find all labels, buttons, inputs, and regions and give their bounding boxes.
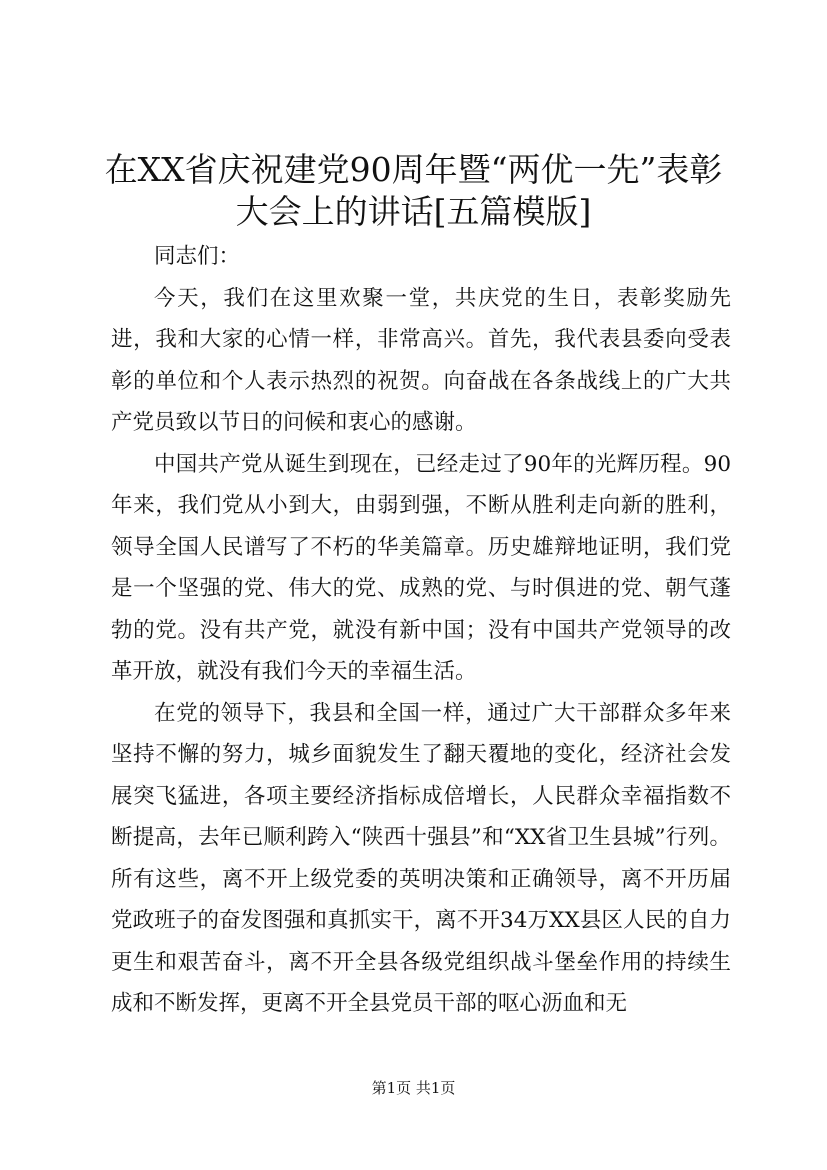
greeting: 同志们： <box>154 244 241 269</box>
document-title-line-2: 大会上的讲话[五篇模版] <box>235 192 592 231</box>
document-title-line-1: 在XX省庆祝建党90周年暨“两优一先”表彰 <box>104 150 723 189</box>
paragraph-1: 今天，我们在这里欢聚一堂，共庆党的生日，表彰奖励先进，我和大家的心情一样，非常高兴。首先，我代表县委向受表彰的单位和个人表示热烈的祝贺。向奋战在各条战线上的广大共产党员致以节日的问候和衷心的感谢。 <box>111 285 731 435</box>
page-footer: 第1页 共1页 <box>371 1079 456 1097</box>
paragraph-3: 在党的领导下，我县和全国一样，通过广大干部群众多年来坚持不懈的努力，城乡面貌发生了翻天覆地的变化，经济社会发展突飞猛进，各项主要经济指标成倍增长，人民群众幸福指数不断提高，去年已顺利跨入“陕西十强县”和“XX省卫生县城”行列。所有这些，离不开上级党委的英明决策和正确领导，离不开历届党政班子的奋发图强和真抓实干，离不开34万XX县区人民的自力更生和艰苦奋斗，离不开全县各级党组织战斗堡垒作用的持续生成和不断发挥，更离不开全县党员干部的呕心沥血和无 <box>111 700 731 1016</box>
paragraph-2: 中国共产党从诞生到现在，已经走过了90年的光辉历程。90年来，我们党从小到大，由弱到强，不断从胜利走向新的胜利，领导全国人民谱写了不朽的华美篇章。历史雄辩地证明，我们党是一个坚强的党、伟大的党、成熟的党、与时俱进的党、朝气蓬勃的党。没有共产党，就没有新中国；没有中国共产党领导的改革开放，就没有我们今天的幸福生活。 <box>111 451 731 684</box>
document-body <box>111 236 731 1025</box>
